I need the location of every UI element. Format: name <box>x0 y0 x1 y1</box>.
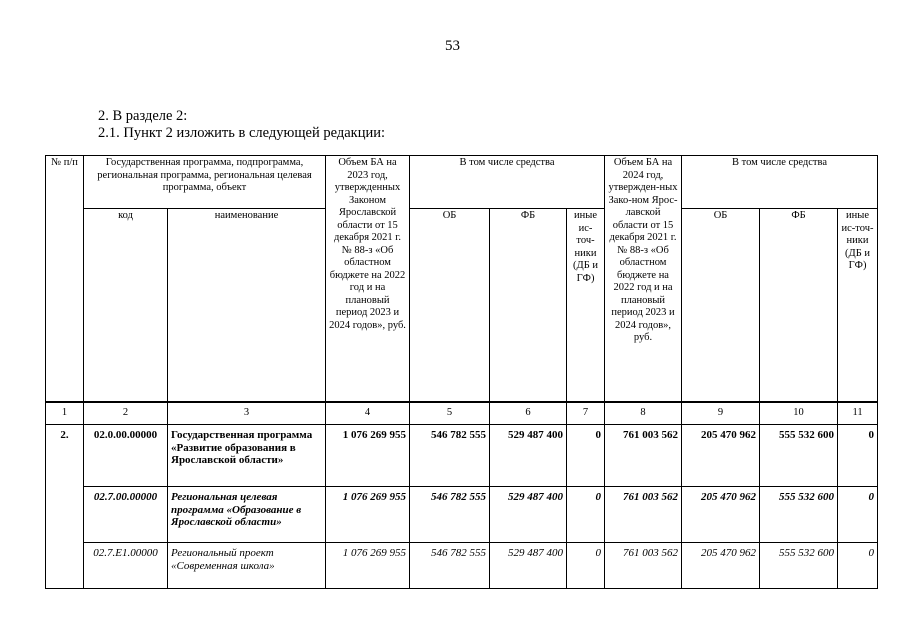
row-number <box>46 487 84 543</box>
row-ob-2024: 205 470 962 <box>682 487 760 543</box>
row-ob-2023: 546 782 555 <box>410 425 490 487</box>
column-number: 7 <box>567 402 605 425</box>
row-name: Государственная программа «Развитие образования в Ярославской области» <box>168 425 326 487</box>
header-including-2024: В том числе средства <box>682 156 878 209</box>
row-fb-2023: 529 487 400 <box>490 487 567 543</box>
header-volume-2024: Объем БА на 2024 год, утвержден-ных Зако-ном Ярос-лавской области от 15 декабря 2021 г. № 88-з «Об областном бюджете на 2022 год и на плановый период 2023 и 2024 годов», руб. <box>605 156 682 403</box>
row-volume-2023: 1 076 269 955 <box>326 543 410 589</box>
intro-line-2: 2.1. Пункт 2 изложить в следующей редакции: <box>98 125 386 141</box>
table-row <box>46 487 878 543</box>
header-program: Государственная программа, подпрограмма, региональная программа, региональная целевая программа, объект <box>84 156 326 209</box>
row-other-2023: 0 <box>567 543 605 589</box>
column-number: 8 <box>605 402 682 425</box>
column-number: 11 <box>838 402 878 425</box>
column-number: 6 <box>490 402 567 425</box>
row-other-2023: 0 <box>567 425 605 487</box>
row-ob-2024: 205 470 962 <box>682 425 760 487</box>
column-number: 10 <box>760 402 838 425</box>
header-no: № п/п <box>46 156 84 403</box>
header-volume-2023: Объем БА на 2023 год, утвержденных Законом Ярославской области от 15 декабря 2021 г. № 88-з «Об областном бюджете на 2022 год и на плановый период 2023 и 2024 годов», руб. <box>326 156 410 403</box>
header-code: код <box>84 209 168 403</box>
row-ob-2023: 546 782 555 <box>410 487 490 543</box>
row-fb-2023: 529 487 400 <box>490 425 567 487</box>
row-name: Региональная целевая программа «Образование в Ярославской области» <box>168 487 326 543</box>
column-number: 2 <box>84 402 168 425</box>
column-number: 5 <box>410 402 490 425</box>
row-volume-2024: 761 003 562 <box>605 425 682 487</box>
row-other-2024: 0 <box>838 543 878 589</box>
header-ob-2023: ОБ <box>410 209 490 403</box>
row-name: Региональный проект «Современная школа» <box>168 543 326 589</box>
row-fb-2024: 555 532 600 <box>760 425 838 487</box>
page-number: 53 <box>445 38 460 54</box>
row-number: 2. <box>46 425 84 487</box>
row-volume-2023: 1 076 269 955 <box>326 487 410 543</box>
table-row <box>46 425 878 487</box>
row-code: 02.7.00.00000 <box>84 487 168 543</box>
intro-line-1: 2. В разделе 2: <box>98 108 188 124</box>
row-code: 02.7.E1.00000 <box>84 543 168 589</box>
row-number <box>46 543 84 589</box>
row-volume-2024: 761 003 562 <box>605 487 682 543</box>
row-volume-2023: 1 076 269 955 <box>326 425 410 487</box>
column-number: 4 <box>326 402 410 425</box>
header-row-2 <box>46 209 878 403</box>
column-number: 1 <box>46 402 84 425</box>
column-numbers-row <box>46 402 878 425</box>
table-row <box>46 543 878 589</box>
header-other-2023: иные ис-точ-ники (ДБ и ГФ) <box>567 209 605 403</box>
header-name: наименование <box>168 209 326 403</box>
row-volume-2024: 761 003 562 <box>605 543 682 589</box>
row-other-2024: 0 <box>838 425 878 487</box>
header-fb-2024: ФБ <box>760 209 838 403</box>
row-fb-2023: 529 487 400 <box>490 543 567 589</box>
row-other-2024: 0 <box>838 487 878 543</box>
header-ob-2024: ОБ <box>682 209 760 403</box>
row-code: 02.0.00.00000 <box>84 425 168 487</box>
row-ob-2023: 546 782 555 <box>410 543 490 589</box>
row-other-2023: 0 <box>567 487 605 543</box>
row-ob-2024: 205 470 962 <box>682 543 760 589</box>
row-fb-2024: 555 532 600 <box>760 543 838 589</box>
intro-text <box>98 108 385 142</box>
header-including-2023: В том числе средства <box>410 156 605 209</box>
row-fb-2024: 555 532 600 <box>760 487 838 543</box>
column-number: 3 <box>168 402 326 425</box>
header-fb-2023: ФБ <box>490 209 567 403</box>
header-other-2024: иные ис-точ-ники (ДБ и ГФ) <box>838 209 878 403</box>
header-row-1 <box>46 156 878 209</box>
column-number: 9 <box>682 402 760 425</box>
budget-table <box>45 155 878 589</box>
